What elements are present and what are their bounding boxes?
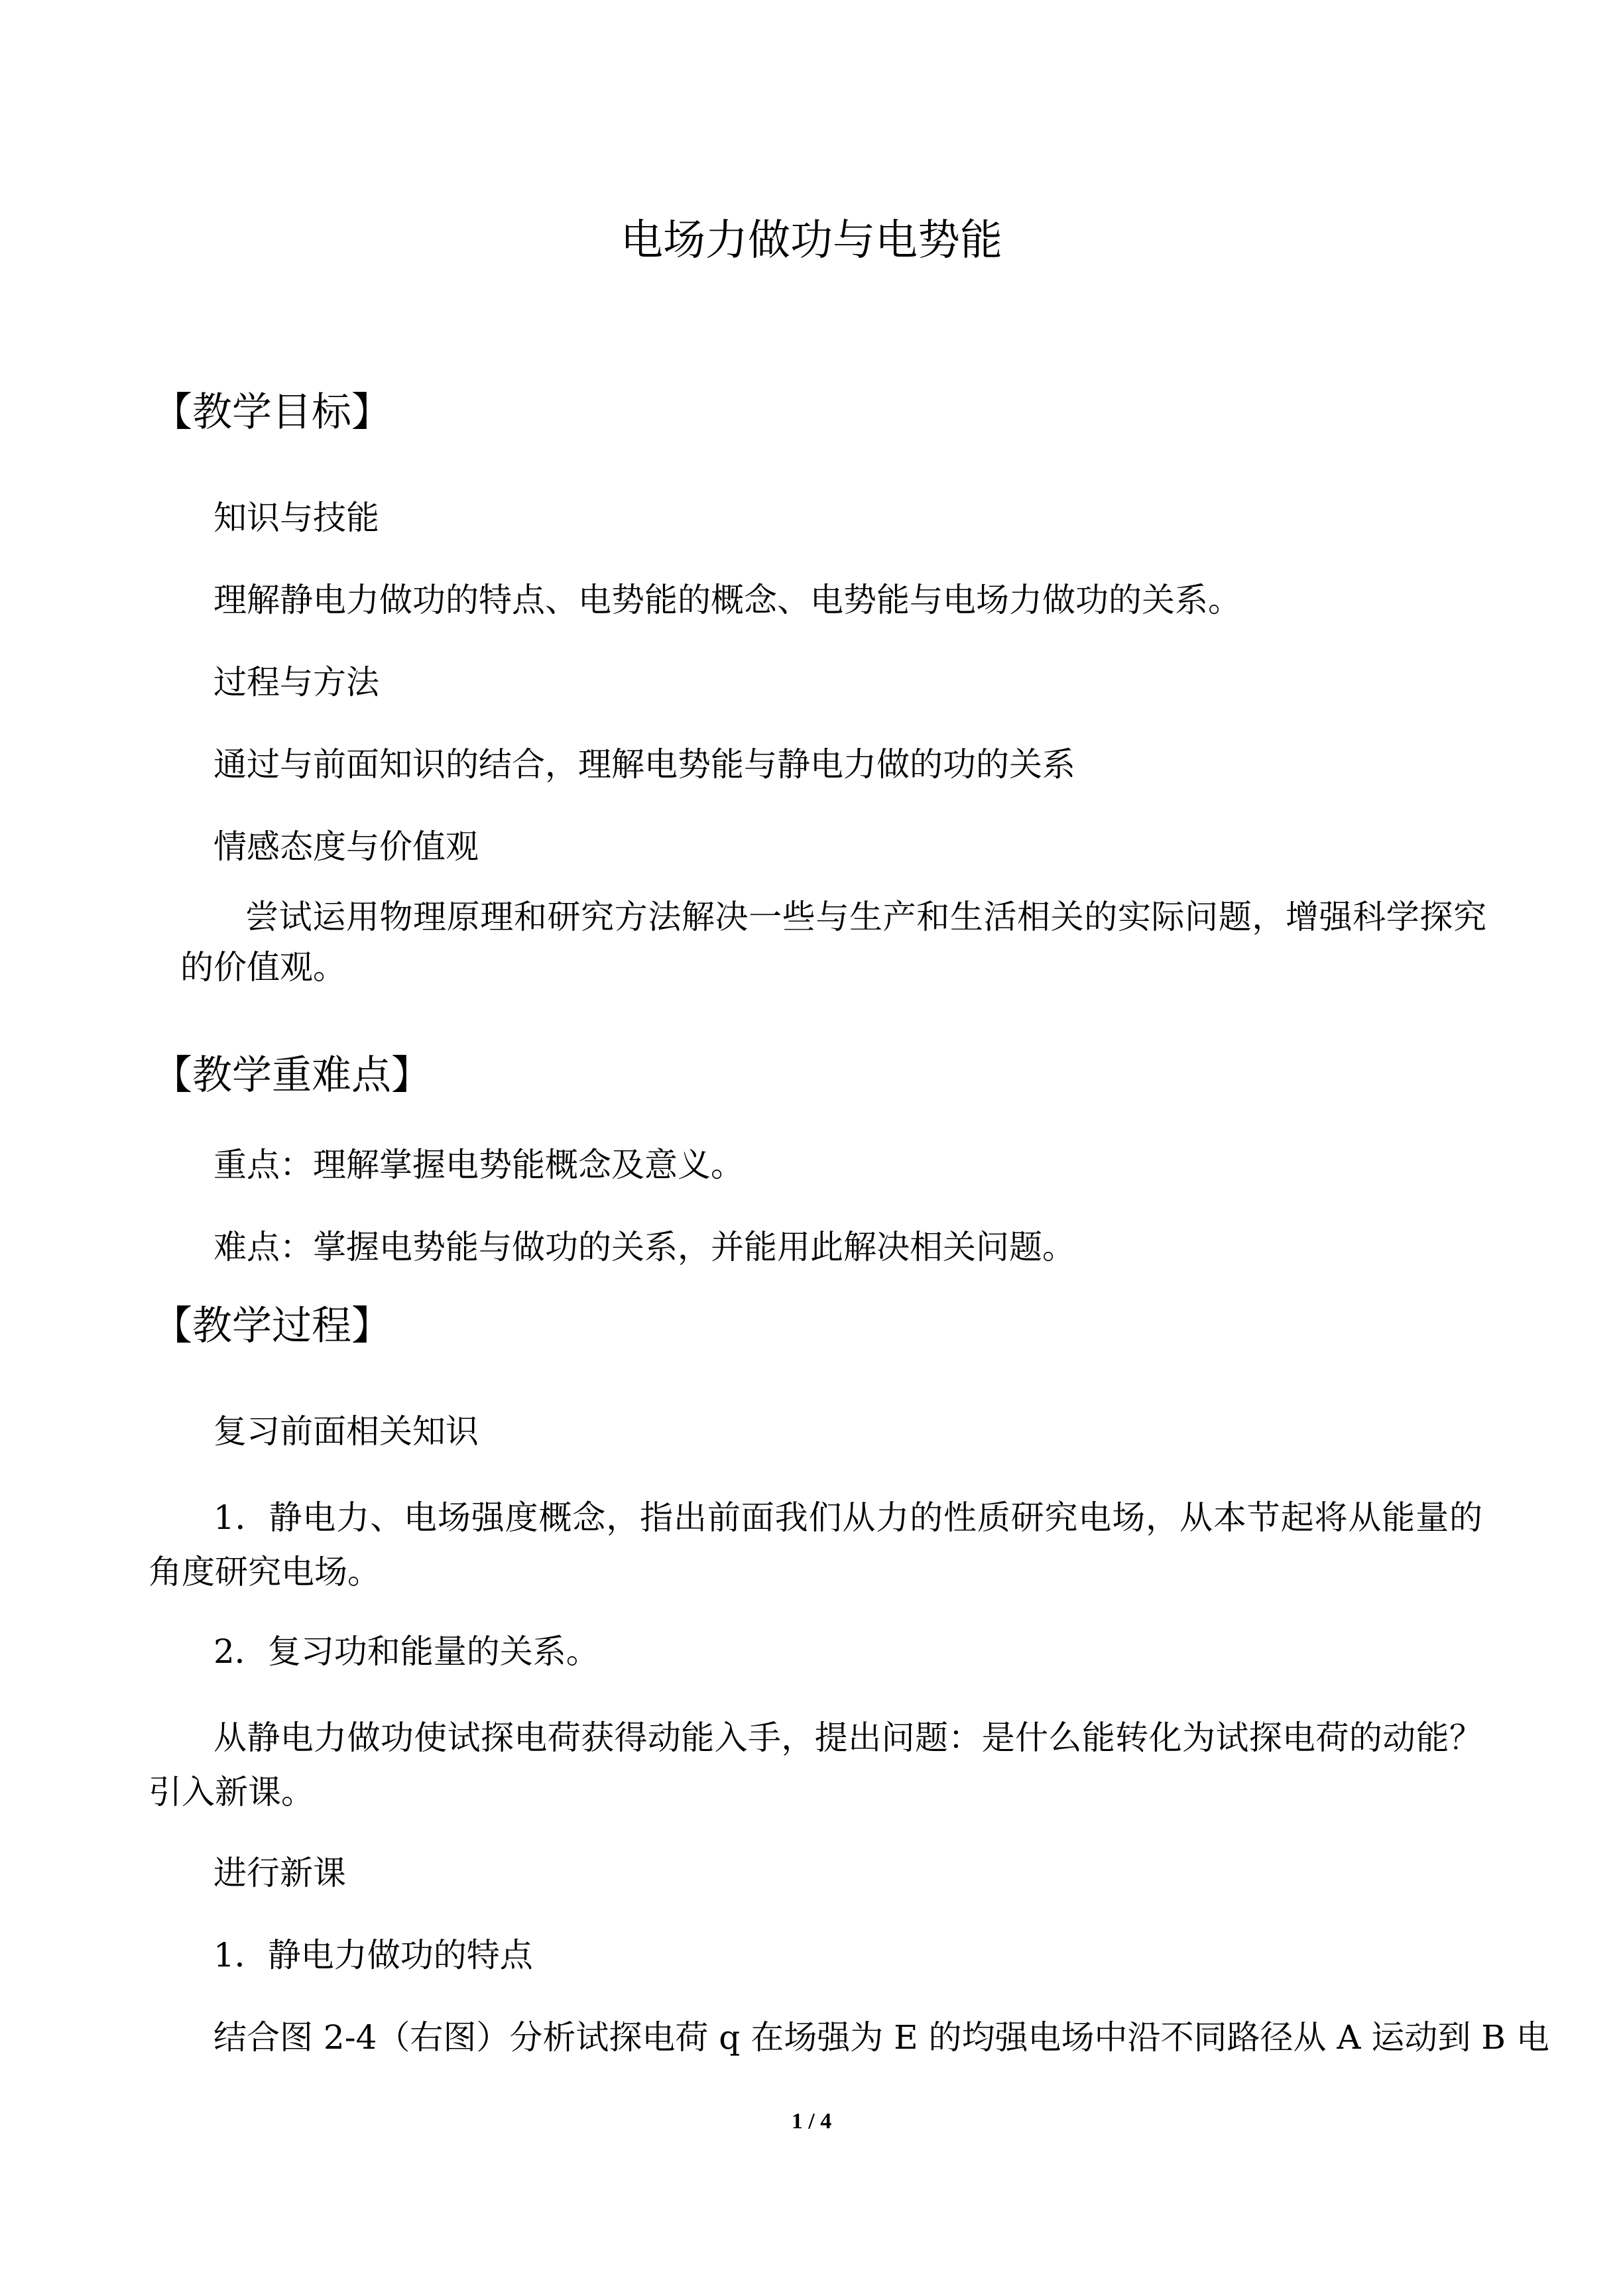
review-item-1: 1．静电力、电场强度概念，指出前面我们从力的性质研究电场，从本节起将从能量的角度研究电场。 — [149, 1498, 1482, 1591]
key-point-important: 重点：理解掌握电势能概念及意义。 — [213, 1146, 744, 1184]
objective-item: 理解静电力做功的特点、电势能的概念、电势能与电场力做功的关系。 — [213, 581, 1241, 619]
objective-item: 通过与前面知识的结合，理解电势能与静电力做的功的关系 — [213, 745, 1075, 784]
section-heading-key-points: 【教学重难点】 — [152, 1052, 431, 1099]
point-1-text: 结合图 2-4（右图）分析试探电荷 q 在场强为 E 的均强电场中沿不同路径从 A 运动到 B 电 — [213, 2018, 1549, 2057]
section-heading-process: 【教学过程】 — [152, 1303, 391, 1349]
document-title: 电场力做功与电势能 — [621, 216, 1002, 265]
review-title: 复习前面相关知识 — [213, 1412, 479, 1451]
intro-paragraph: 从静电力做功使试探电荷获得动能入手，提出问题：是什么能转化为试探电荷的动能？引入新课。 — [149, 1719, 1482, 1811]
section-heading-objectives: 【教学目标】 — [152, 389, 391, 436]
objective-item: 过程与方法 — [213, 663, 379, 701]
new-lesson-title: 进行新课 — [213, 1854, 346, 1892]
values-paragraph: 尝试运用物理原理和研究方法解决一些与生产和生活相关的实际问题，增强科学探究的价值观。 — [180, 898, 1486, 987]
objective-item: 情感态度与价值观 — [213, 827, 479, 866]
point-1-title: 1．静电力做功的特点 — [213, 1936, 533, 1974]
page-number: 1 / 4 — [791, 2109, 832, 2134]
key-point-difficult: 难点：掌握电势能与做功的关系，并能用此解决相关问题。 — [213, 1228, 1075, 1266]
review-item-2: 2．复习功和能量的关系。 — [213, 1632, 599, 1671]
objective-item: 知识与技能 — [213, 499, 379, 537]
